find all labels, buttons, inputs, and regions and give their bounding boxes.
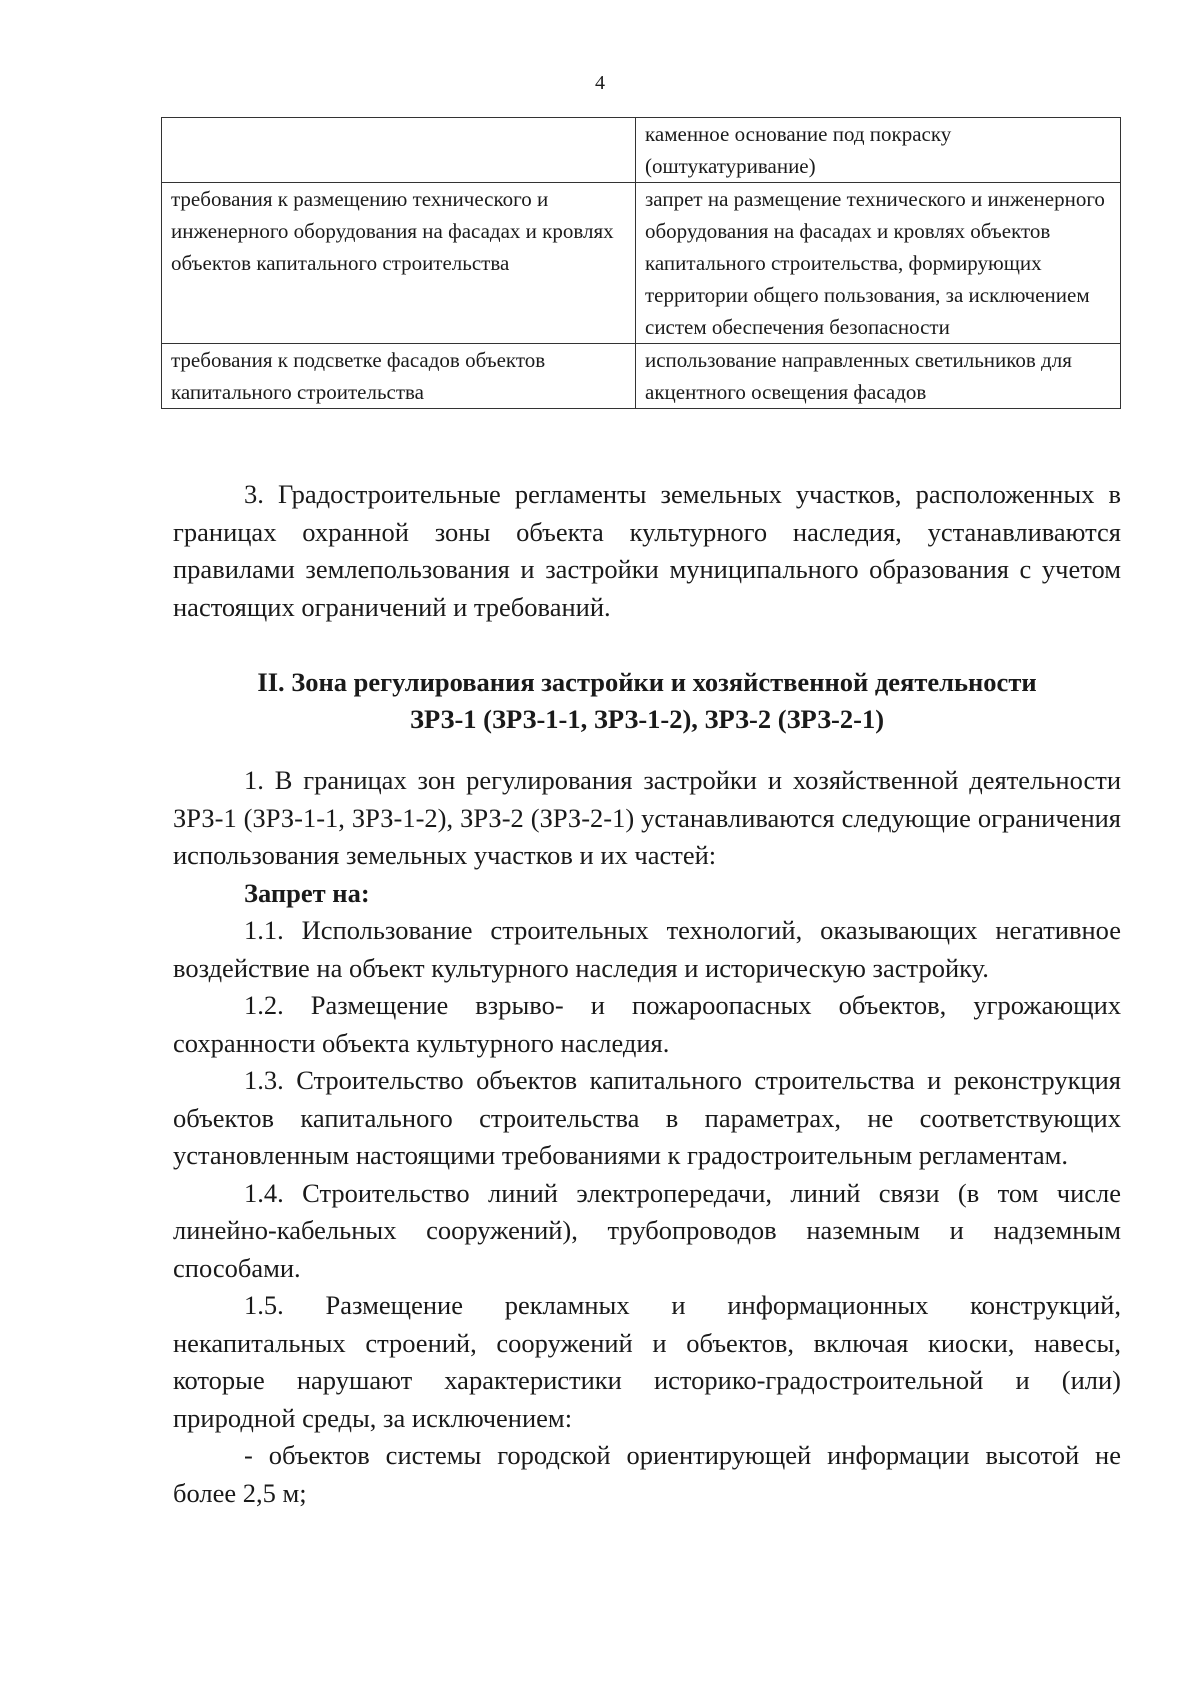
table-cell-value: запрет на размещение технического и инженерного оборудования на фасадах и кровлях объектов капитального строительства, формирующих территории общего пользования, за исключением систем обеспечения безопасности	[636, 183, 1121, 344]
page-number: 4	[595, 72, 605, 94]
table-cell-requirement: требования к размещению технического и инженерного оборудования на фасадах и кровлях объектов капитального строительства	[162, 183, 636, 344]
table-row	[162, 183, 1121, 344]
requirements-table	[161, 117, 1121, 409]
prohibition-label: Запрет на:	[244, 877, 370, 908]
list-item: 1.3. Строительство объектов капитального строительства и реконструкция объектов капитального строительства в параметрах, не соответствующих установленным настоящими требованиями к градостроительным регламентам.	[173, 1065, 1121, 1170]
section-title-line1: II. Зона регулирования застройки и хозяйственной деятельности	[257, 667, 1037, 697]
paragraph-3: 3. Градостроительные регламенты земельных участков, расположенных в границах охранной зоны объекта культурного наследия, устанавливаются правилами землепользования и застройки муниципального образования с учетом настоящих ограничений и требований.	[173, 479, 1121, 622]
list-item: 1.1. Использование строительных технологий, оказывающих негативное воздействие на объект культурного наследия и историческую застройку.	[173, 915, 1121, 983]
list-item: - объектов системы городской ориентирующей информации высотой не более 2,5 м;	[173, 1440, 1121, 1508]
list-item: 1.4. Строительство линий электропередачи, линий связи (в том числе линейно-кабельных сооружений), трубопроводов наземным и надземным способами.	[173, 1177, 1121, 1283]
section-heading	[173, 664, 1121, 738]
table-cell-value: использование направленных светильников для акцентного освещения фасадов	[636, 344, 1121, 409]
section-title-line2: ЗРЗ-1 (ЗРЗ-1-1, ЗРЗ-1-2), ЗРЗ-2 (ЗРЗ-2-1)	[409, 704, 885, 734]
list-item: 1.5. Размещение рекламных и информационных конструкций, некапитальных строений, сооружений и объектов, включая киоски, навесы, которые нарушают характеристики историко-градостроительной и (или) природной среды, за исключением:	[173, 1290, 1121, 1433]
table-cell-value: каменное основание под покраску (оштукатуривание)	[636, 118, 1121, 183]
table-row	[162, 344, 1121, 409]
table-row	[162, 118, 1121, 183]
paragraph-3-block	[173, 476, 1121, 626]
section-body	[173, 762, 1121, 1512]
list-item: 1.2. Размещение взрыво- и пожароопасных объектов, угрожающих сохранности объекта культурного наследия.	[173, 990, 1121, 1058]
table-cell-requirement	[162, 118, 636, 183]
table-cell-requirement: требования к подсветке фасадов объектов капитального строительства	[162, 344, 636, 409]
section-paragraph-1: 1. В границах зон регулирования застройки и хозяйственной деятельности ЗРЗ-1 (ЗРЗ-1-1, ЗРЗ-1-2), ЗРЗ-2 (ЗРЗ-2-1) устанавливаются следующие ограничения использования земельных участков и их частей:	[173, 765, 1121, 870]
